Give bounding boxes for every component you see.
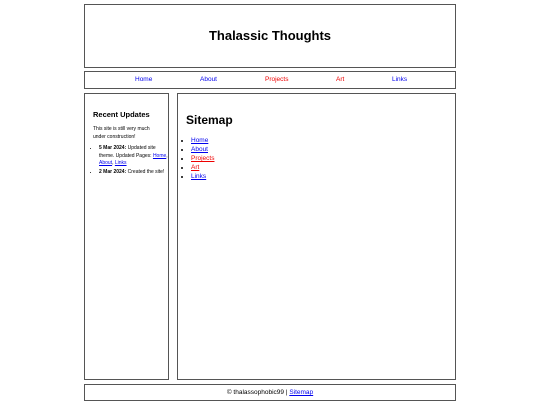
- main-content: [177, 93, 456, 380]
- sitemap-item: [191, 154, 214, 163]
- updates-list: [93, 145, 171, 177]
- page-title: Sitemap: [186, 113, 233, 127]
- footer-sitemap-link[interactable]: Sitemap: [289, 389, 314, 396]
- sitemap-item: [191, 172, 214, 181]
- update-link-about[interactable]: About: [99, 160, 113, 166]
- nav-link-links[interactable]: Links: [392, 76, 408, 83]
- sitemap-item: [191, 136, 214, 145]
- update-date: 5 Mar 2024:: [99, 145, 127, 151]
- site-header: [84, 4, 456, 68]
- sidebar: [84, 93, 169, 380]
- update-date: 2 Mar 2024:: [99, 168, 127, 175]
- sitemap-link-links[interactable]: Links: [191, 173, 207, 180]
- site-title: Thalassic Thoughts: [208, 28, 332, 43]
- nav-link-about[interactable]: About: [200, 76, 217, 83]
- update-link-separator: ,: [112, 160, 115, 166]
- update-item: [99, 169, 171, 177]
- update-item: [99, 145, 171, 168]
- sitemap-link-art[interactable]: Art: [191, 164, 200, 171]
- update-link-home[interactable]: Home: [152, 152, 167, 159]
- sidebar-intro: This site is still very much under construction!: [93, 126, 150, 140]
- sitemap-item: [191, 163, 214, 172]
- sitemap-link-projects[interactable]: Projects: [191, 155, 215, 162]
- update-text: Updated site theme. Updated Pages:: [99, 145, 156, 159]
- update-link-links[interactable]: Links: [114, 160, 127, 166]
- update-link-separator: ,: [166, 152, 168, 159]
- nav-link-projects[interactable]: Projects: [265, 76, 289, 83]
- nav-link-home[interactable]: Home: [135, 76, 153, 83]
- sitemap-item: [191, 145, 214, 154]
- site-footer: [84, 384, 456, 401]
- footer-copyright: © thalassophobic99 |: [226, 389, 290, 396]
- nav-link-art[interactable]: Art: [336, 76, 345, 83]
- sitemap-link-about[interactable]: About: [191, 146, 208, 153]
- sidebar-heading: Recent Updates: [93, 110, 150, 119]
- sitemap-list: [186, 136, 214, 181]
- update-text: Created the site!: [126, 168, 165, 175]
- sitemap-link-home[interactable]: Home: [191, 137, 209, 144]
- nav-bar: [84, 71, 456, 89]
